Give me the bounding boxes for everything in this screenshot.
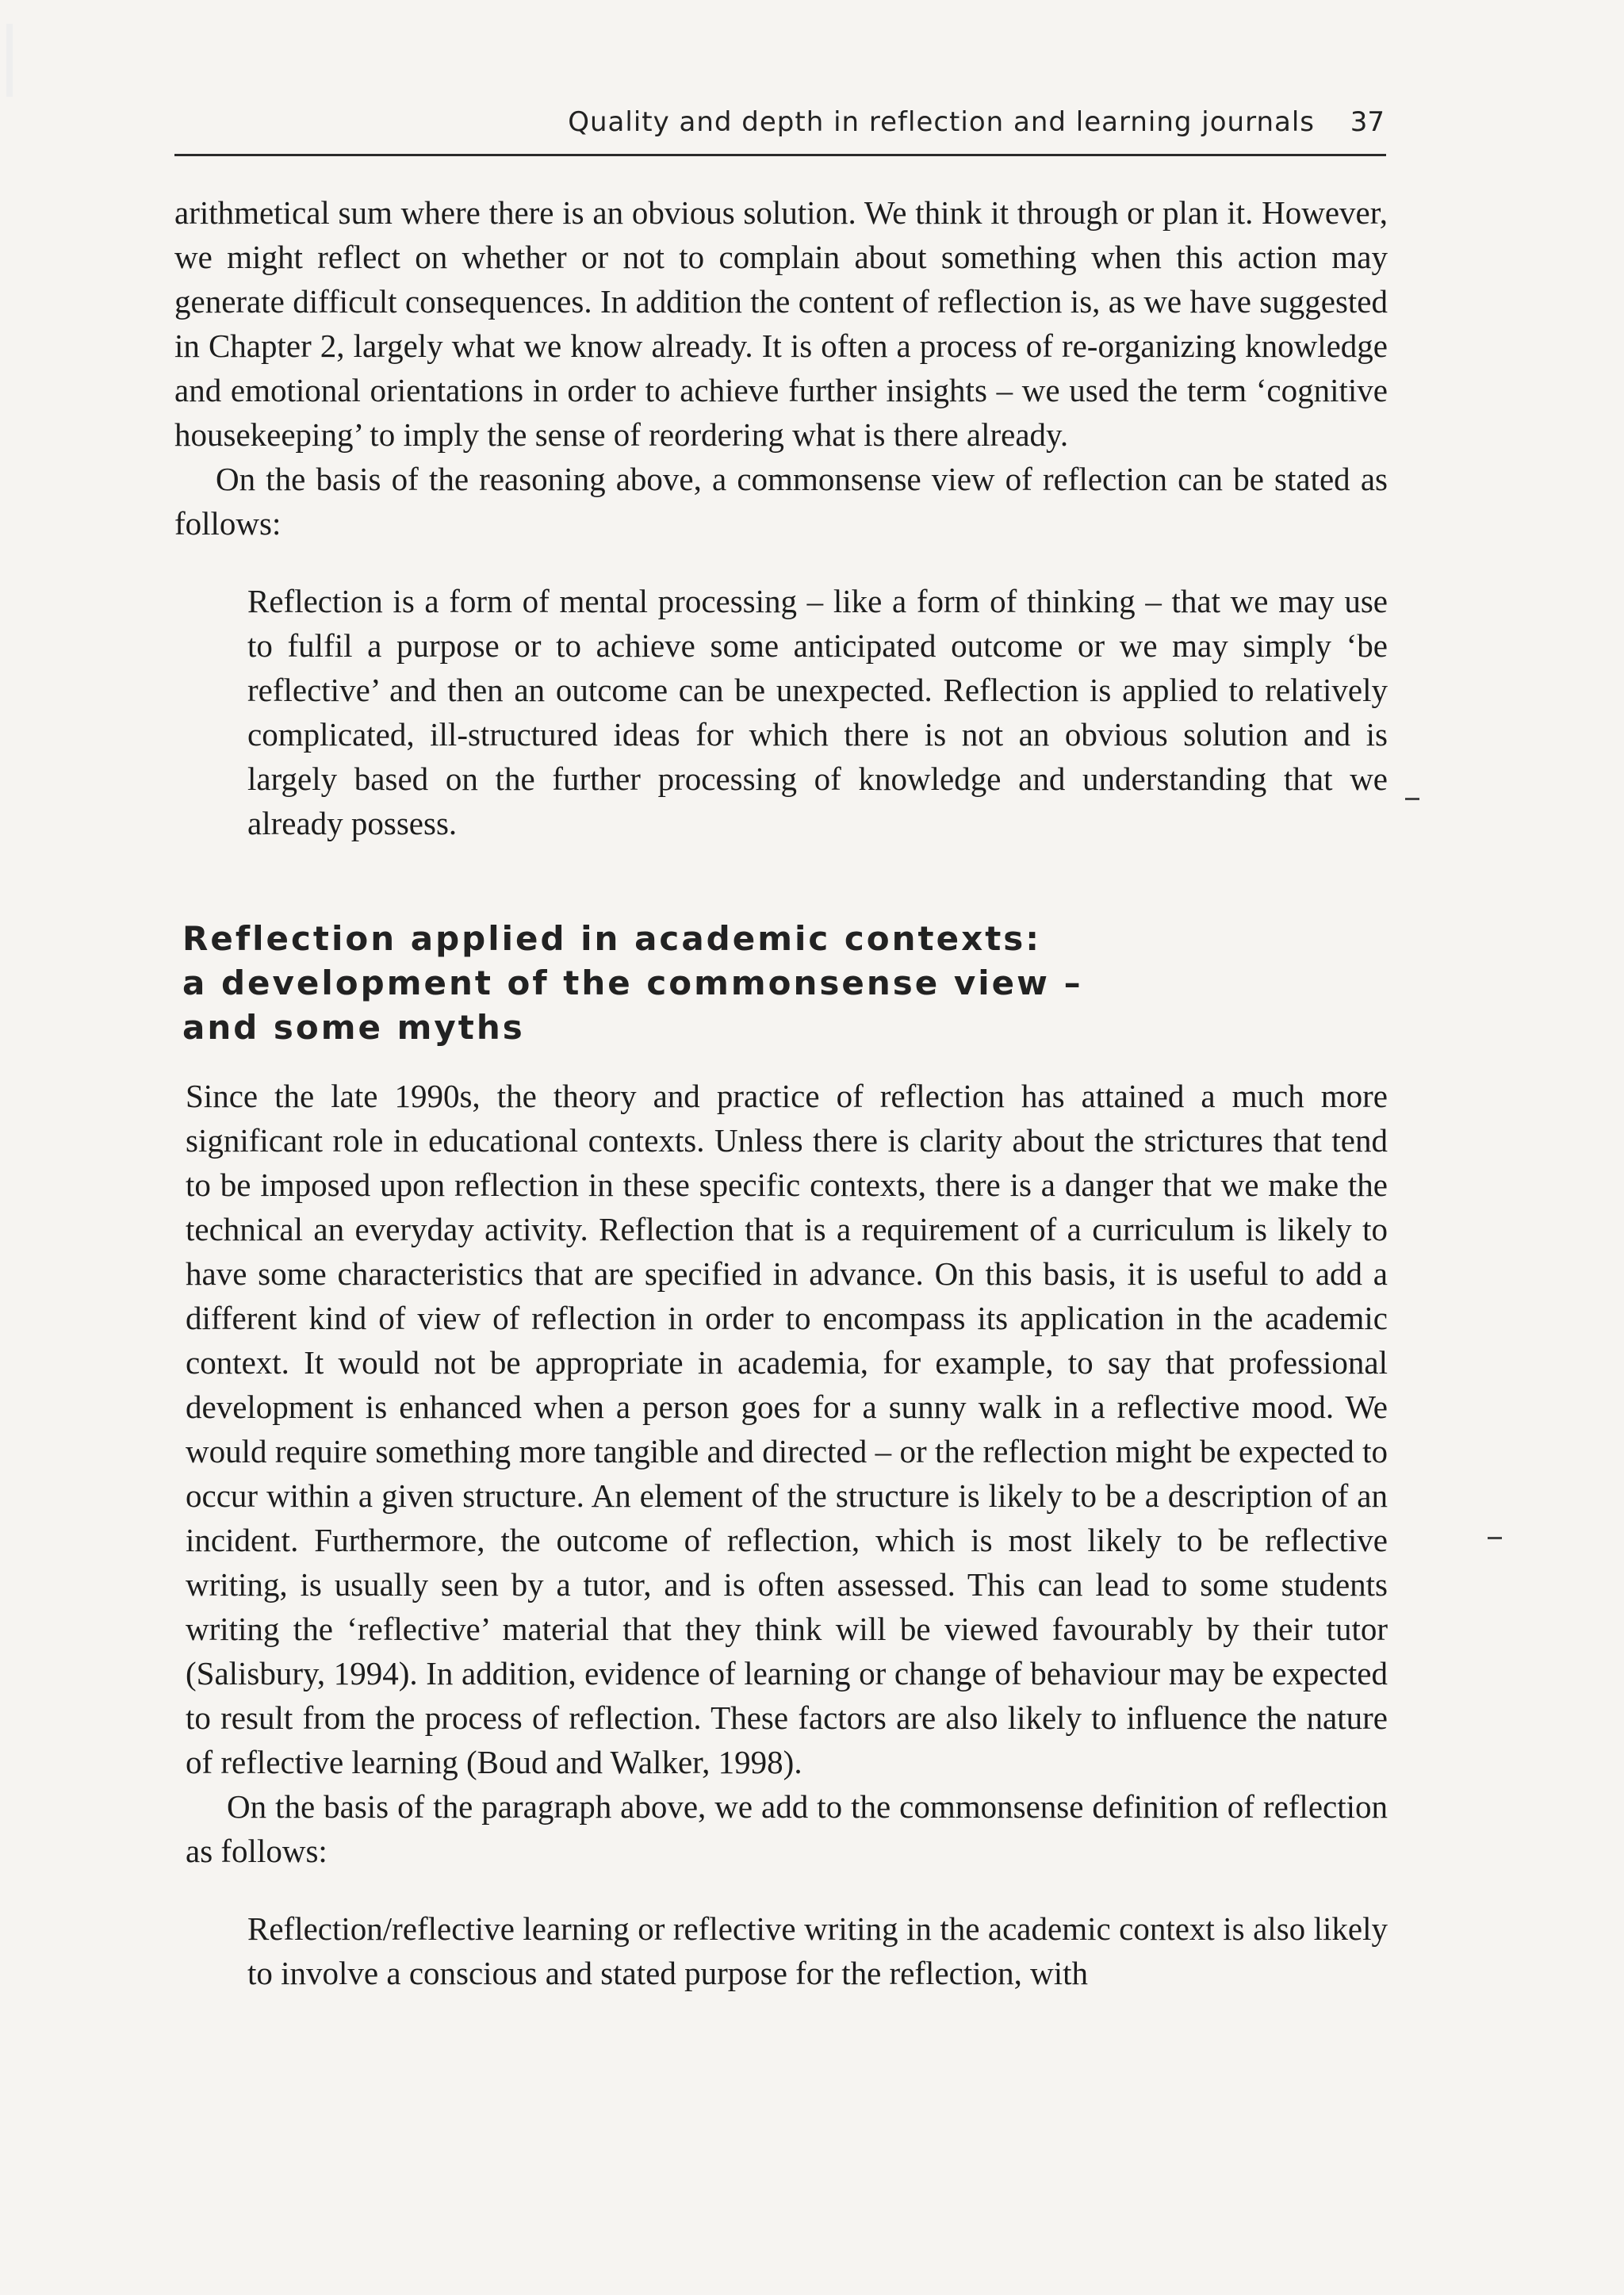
paragraph: arithmetical sum where there is an obvious solution. We think it through or plan it. However, we might reflect on whether or not to complain about something when this action may generate difficult consequences. In addition the content of reflection is, as we have suggested in Chapter 2, largely what we know already. It is often a process of re-organizing knowledge and emotional orientations in order to achieve further insights – we used the term ‘cognitive housekeeping’ to imply the sense of reordering what is there already. bbox=[174, 194, 1388, 453]
running-title: Quality and depth in reflection and learning journals bbox=[568, 106, 1315, 138]
scan-edge-mark bbox=[6, 24, 13, 97]
margin-dash bbox=[1405, 798, 1419, 800]
heading-line: a development of the commonsense view – bbox=[182, 964, 1083, 1002]
heading-line: Reflection applied in academic contexts: bbox=[182, 919, 1042, 958]
heading-line: and some myths bbox=[182, 1008, 525, 1047]
definition-quote: Reflection/reflective learning or reflective writing in the academic context is also likely to involve a conscious and stated purpose for the reflection, with bbox=[247, 1910, 1388, 1991]
paragraph: Since the late 1990s, the theory and practice of reflection has attained a much more significant role in educational contexts. Unless there is clarity about the strictures that tend to be imposed upon reflection in these specific contexts, there is a danger that we make the technical an everyday activity. Reflection that is a requirement of a curriculum is likely to have some characteristics that are specified in advance. On this basis, it is useful to add a different kind of view of reflection in order to encompass its application in the academic context. It would not be appropriate in academia, for example, to say that professional development is enhanced when a person goes for a sunny walk in a reflective mood. We would require something more tangible and directed – or the reflection might be expected to occur within a given structure. An element of the structure is likely to be a description of an incident. Furthermore, the outcome of reflection, which is most likely to be reflective writing, is usually seen by a tutor, and is often assessed. This can lead to some students writing the ‘reflective’ material that they think will be viewed favourably by their tutor (Salisbury, 1994). In addition, evidence of learning or change of behaviour may be expected to result from the process of reflection. These factors are also likely to influence the nature of reflective learning (Boud and Walker, 1998). bbox=[186, 1078, 1388, 1780]
main-text bbox=[174, 190, 1388, 2030]
page-number: 37 bbox=[1350, 106, 1385, 138]
paragraph: On the basis of the paragraph above, we add to the commonsense definition of reflection as follows: bbox=[186, 1788, 1388, 1869]
paragraph: On the basis of the reasoning above, a commonsense view of reflection can be stated as follows: bbox=[174, 461, 1388, 542]
definition-quote: Reflection is a form of mental processing – like a form of thinking – that we may use to fulfil a purpose or to achieve some anticipated outcome or we may simply ‘be reflective’ and then an outcome can be unexpected. Reflection is applied to relatively complicated, ill-structured ideas for which there is not an obvious solution and is largely based on the further processing of knowledge and understanding that we already possess. bbox=[247, 583, 1388, 841]
margin-dash bbox=[1488, 1537, 1502, 1539]
section-heading bbox=[182, 917, 1388, 1050]
running-header bbox=[174, 105, 1386, 156]
